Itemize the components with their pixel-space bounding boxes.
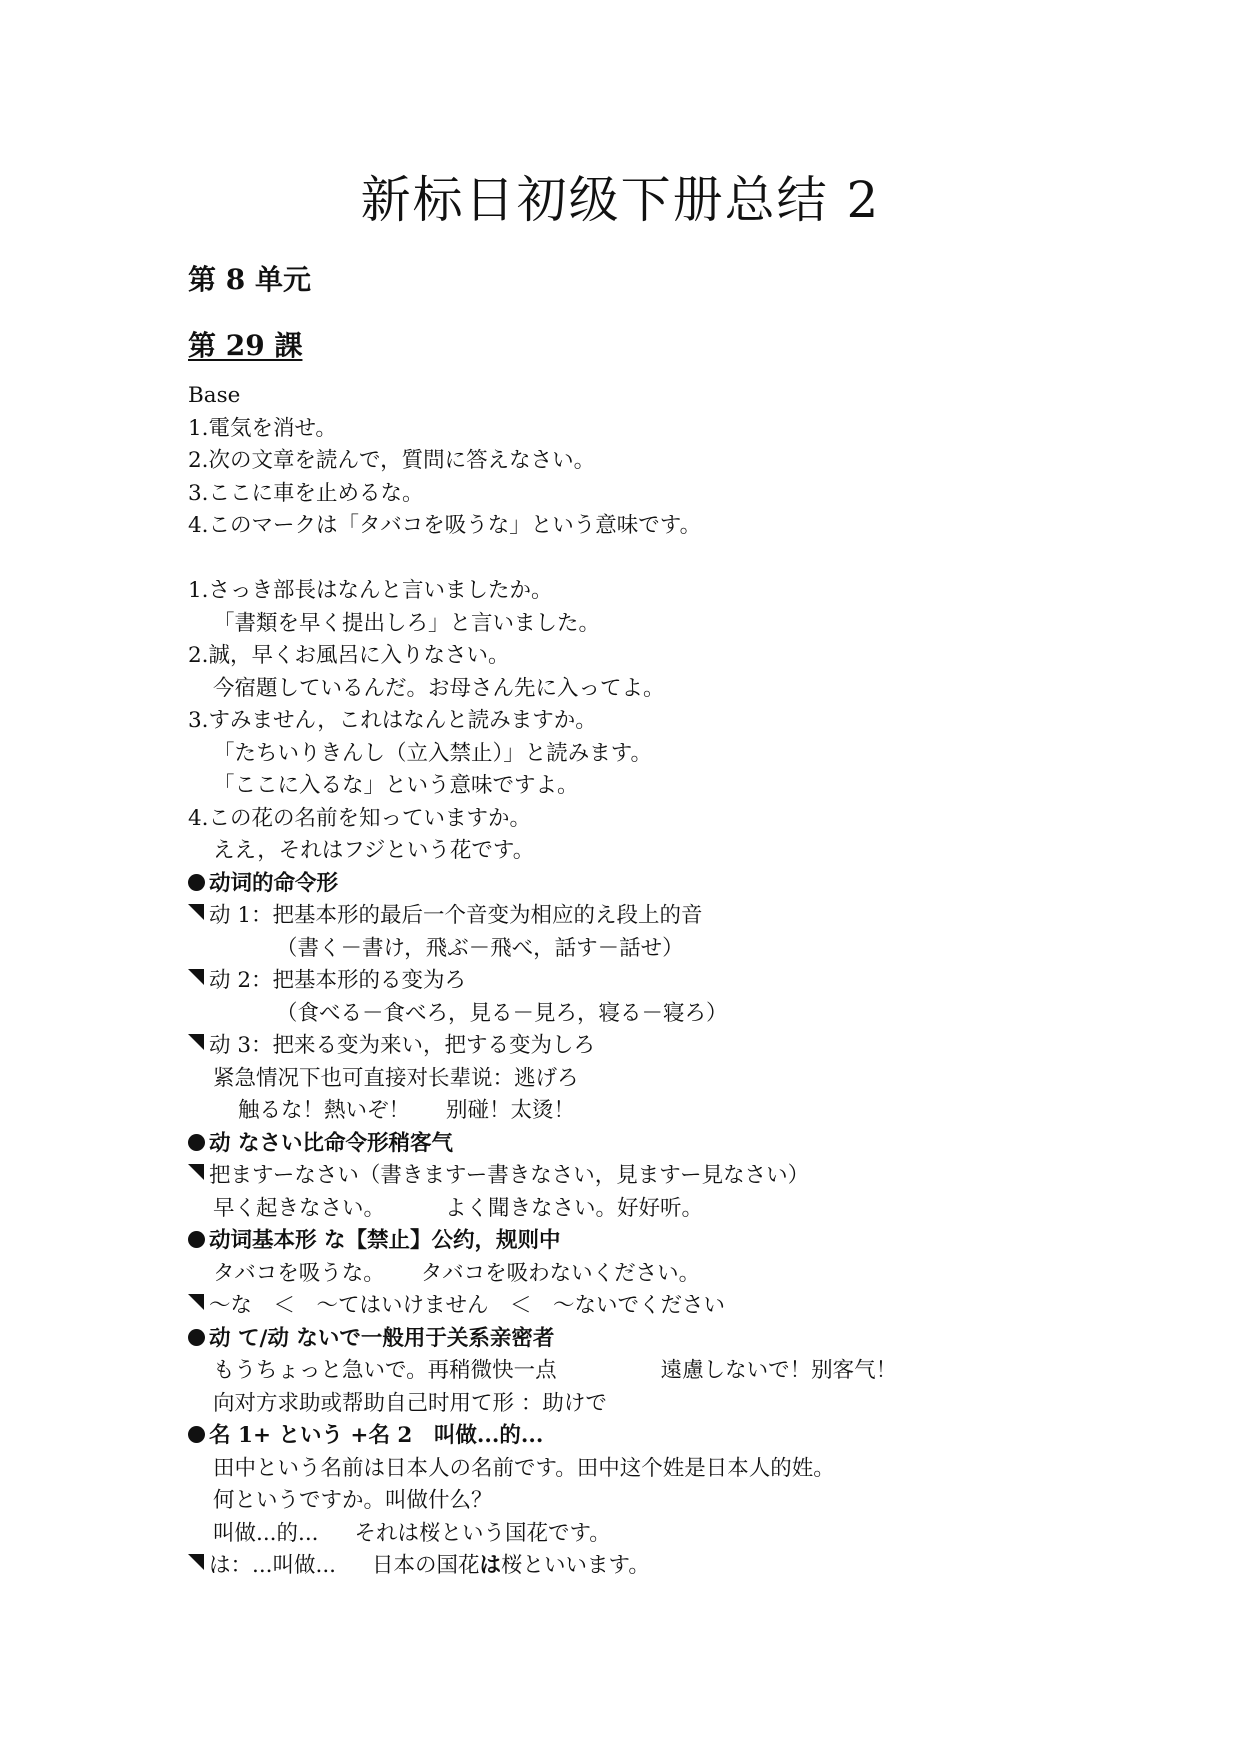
grammar-rule: ～な ＜ ～てはいけません ＜ ～ないでください (188, 1290, 1188, 1323)
bullet-icon (188, 1231, 205, 1248)
grammar-example: 早く起きなさい。 よく聞きなさい。好好听。 (213, 1195, 704, 1221)
unit-heading: 第 8 单元 (188, 263, 311, 296)
grammar-note: 紧急情况下也可直接对长辈说：逃げろ (213, 1065, 579, 1091)
grammar-example: （書く－書け，飛ぶ－飛べ，話す－話せ） (276, 935, 684, 961)
triangle-marker-icon (188, 904, 204, 920)
grammar-rule: 动 1：把基本形的最后一个音变为相应的え段上的音 (188, 900, 1188, 933)
grammar-example: もうちょっと急いで。再稍微快一点 遠慮しないで！别客气！ (213, 1358, 898, 1383)
dialog-line: ええ，それはフジという花です。 (213, 838, 535, 863)
bullet-icon (188, 874, 205, 891)
grammar-rule: は：...叫做... 日本の国花は桜といいます。 (188, 1550, 1188, 1583)
grammar-example: 触るな！熱いぞ！ 别碰！太烫！ (238, 1098, 576, 1123)
triangle-marker-icon (188, 969, 204, 985)
bullet-icon (188, 1134, 205, 1151)
base-label: Base (188, 383, 241, 408)
document-title: 新标日初级下册总结 2 (360, 171, 881, 229)
bullet-icon (188, 1329, 205, 1346)
base-sentence: 3.ここに車を止めるな。 (188, 480, 424, 506)
dialog-line: 「たちいりきんし（立入禁止）」と読みます。 (213, 740, 653, 766)
triangle-marker-icon (188, 1164, 204, 1180)
grammar-heading: 动 なさい比命令形稍客气 (188, 1128, 1188, 1161)
dialog-line: 2.誠，早くお風呂に入りなさい。 (188, 643, 510, 668)
dialog-line: 「書類を早く提出しろ」と言いました。 (213, 610, 601, 636)
dialog-line: 3.すみません，これはなんと読みますか。 (188, 708, 597, 733)
grammar-heading: 动 て/动 ないで一般用于关系亲密者 (188, 1323, 1188, 1356)
grammar-example: タバコを吸うな。 タバコを吸わないください。 (213, 1260, 701, 1286)
triangle-marker-icon (188, 1294, 204, 1310)
grammar-heading: 动词的命令形 (188, 868, 1188, 901)
lesson-heading: 第 29 課 (188, 329, 303, 362)
base-sentence: 4.このマークは「タバコを吸うな」という意味です。 (188, 513, 702, 538)
grammar-example: 叫做...的... それは桜という国花です。 (213, 1520, 611, 1546)
grammar-example: 何というですか。叫做什么？ (213, 1488, 493, 1513)
bullet-icon (188, 1426, 205, 1443)
grammar-rule: 动 3：把来る变为来い，把する变为しろ (188, 1030, 1188, 1063)
grammar-note: 向对方求助或帮助自己时用て形 ：助けで (213, 1390, 607, 1416)
grammar-example: （食べる－食べろ，見る－見ろ，寝る－寝ろ） (276, 1000, 728, 1026)
base-sentence: 2.次の文章を読んで，質問に答えなさい。 (188, 448, 596, 473)
grammar-rule: 把ますーなさい（書きますー書きなさい，見ますー見なさい） (188, 1160, 1188, 1193)
grammar-rule: 动 2：把基本形的る变为ろ (188, 965, 1188, 998)
dialog-line: 「ここに入るな」という意味ですよ。 (213, 773, 579, 798)
dialog-line: 今宿題しているんだ。お母さん先に入ってよ。 (213, 675, 665, 701)
grammar-example: 田中という名前は日本人の名前です。田中这个姓是日本人的姓。 (213, 1455, 835, 1481)
grammar-heading: 动词基本形 な【禁止】公约，规则中 (188, 1225, 1188, 1258)
triangle-marker-icon (188, 1034, 204, 1050)
lesson-body (188, 380, 1188, 1583)
grammar-heading: 名 1+ という +名 2 叫做...的... (188, 1420, 1188, 1453)
dialog-line: 4.この花の名前を知っていますか。 (188, 805, 532, 831)
triangle-marker-icon (188, 1554, 204, 1570)
base-sentence: 1.電気を消せ。 (188, 415, 337, 441)
dialog-line: 1.さっき部長はなんと言いましたか。 (188, 578, 553, 603)
